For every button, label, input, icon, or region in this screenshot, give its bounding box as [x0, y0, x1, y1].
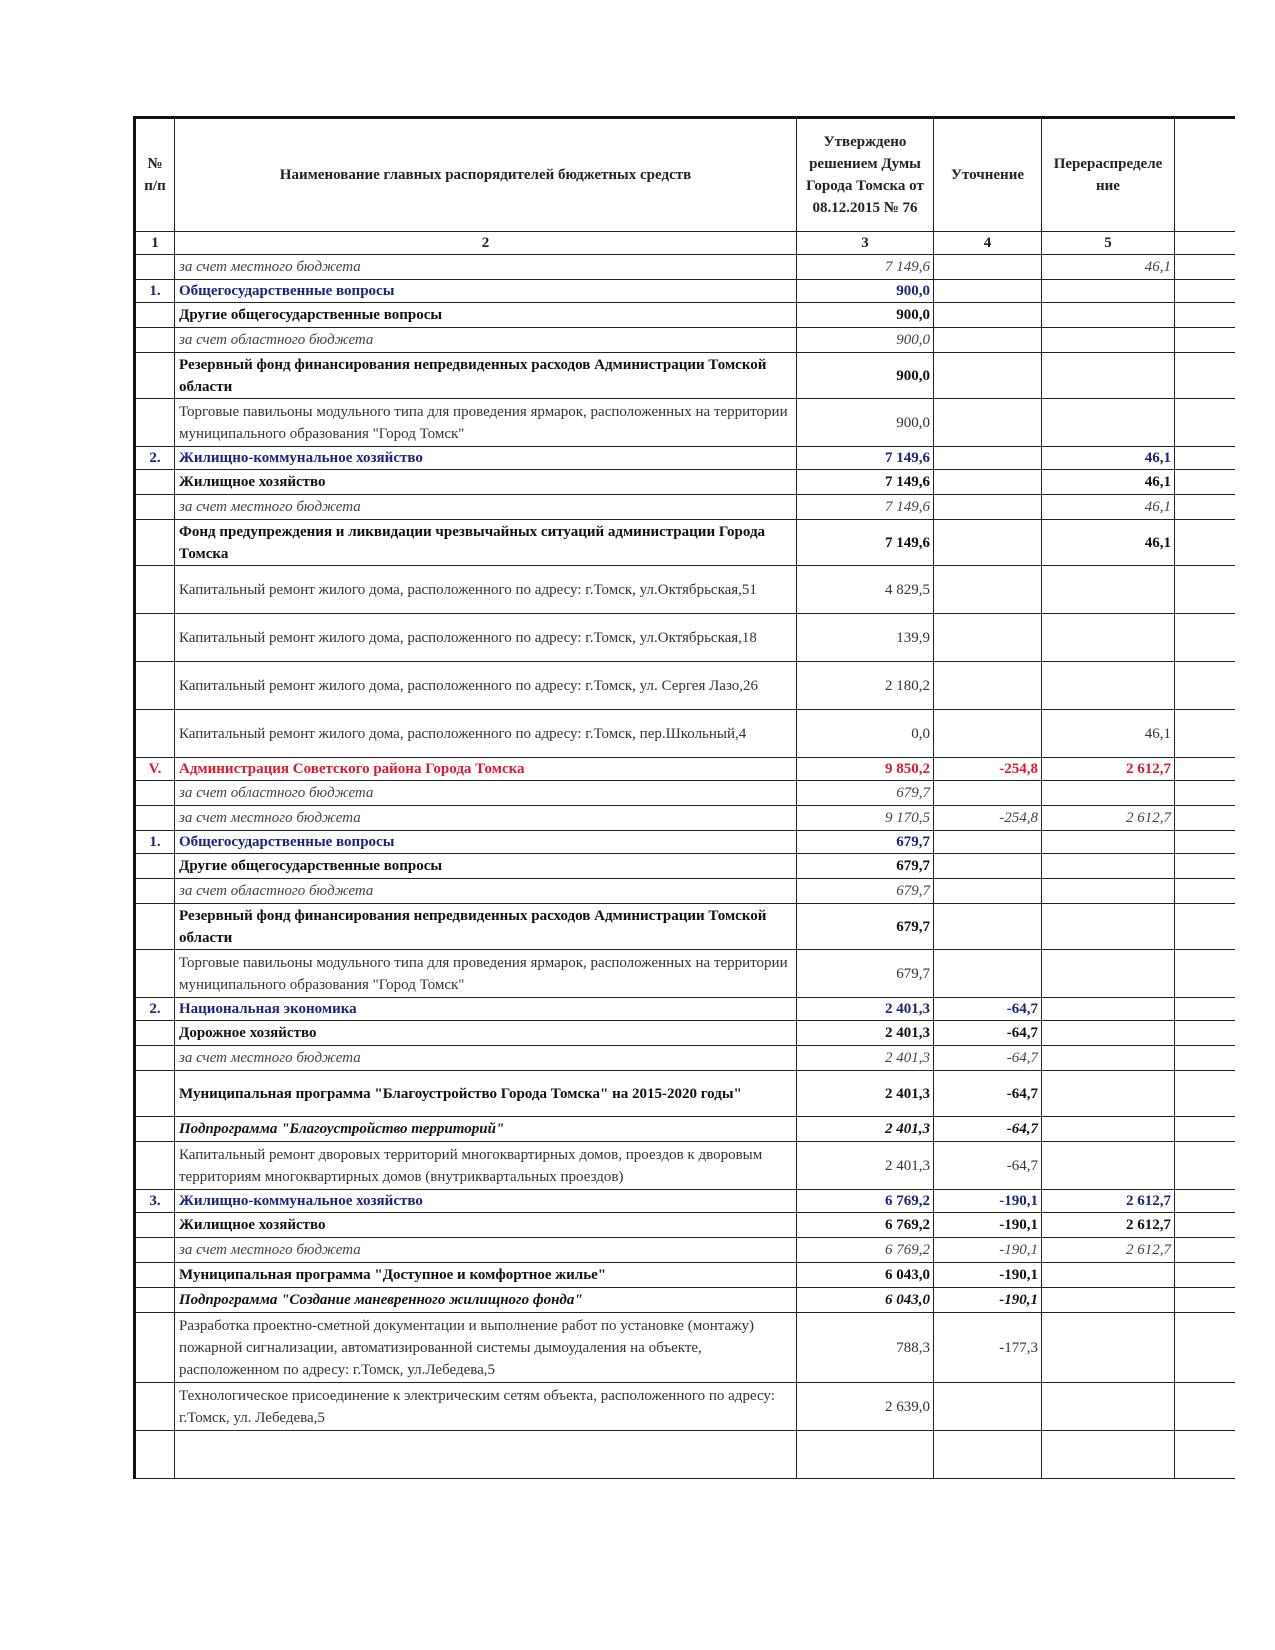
table-row-src	[135, 879, 1235, 904]
row-name: Администрация Советского района Города Томска	[175, 758, 797, 781]
approved-value: 788,3	[797, 1313, 934, 1383]
row-number	[135, 614, 175, 662]
row-number: 3.	[135, 1190, 175, 1213]
header-approved: Утверждено решением Думы Города Томска от 08.12.2015 № 76	[797, 118, 934, 232]
row-number	[135, 566, 175, 614]
refinement-value: -64,7	[934, 1071, 1042, 1117]
table-row-fund	[135, 904, 1235, 950]
approved-value: 679,7	[797, 904, 934, 950]
table-row-item	[135, 710, 1235, 758]
table-row-admin	[135, 758, 1235, 781]
column-index: 5	[1042, 232, 1175, 255]
next-column-value	[1175, 662, 1235, 710]
redistribution-value	[1042, 328, 1175, 353]
refinement-value: -190,1	[934, 1288, 1042, 1313]
next-column-value	[1175, 520, 1235, 566]
next-column-value	[1175, 1142, 1235, 1190]
next-column-value	[1175, 1046, 1235, 1071]
redistribution-value	[1042, 353, 1175, 399]
row-number	[135, 710, 175, 758]
refinement-value	[934, 447, 1042, 470]
row-number	[135, 1431, 175, 1479]
row-name: Торговые павильоны модульного типа для проведения ярмарок, расположенных на территории муниципального образования "Город Томск"	[175, 950, 797, 998]
row-name: Жилищное хозяйство	[175, 470, 797, 495]
table-row-item	[135, 1383, 1235, 1431]
approved-value: 900,0	[797, 353, 934, 399]
row-number	[135, 255, 175, 280]
row-number	[135, 1142, 175, 1190]
next-column-value	[1175, 303, 1235, 328]
next-column-value	[1175, 1313, 1235, 1383]
approved-value: 2 401,3	[797, 1117, 934, 1142]
approved-value: 2 401,3	[797, 1046, 934, 1071]
table-row-item	[135, 950, 1235, 998]
next-column-value	[1175, 998, 1235, 1021]
approved-value: 679,7	[797, 879, 934, 904]
table-row-item	[135, 1142, 1235, 1190]
approved-value: 6 769,2	[797, 1238, 934, 1263]
redistribution-value: 46,1	[1042, 710, 1175, 758]
table-row-src	[135, 781, 1235, 806]
refinement-value	[934, 1383, 1042, 1431]
refinement-value	[934, 831, 1042, 854]
approved-value: 2 401,3	[797, 1021, 934, 1046]
row-name: Подпрограмма "Благоустройство территорий"	[175, 1117, 797, 1142]
next-column-value	[1175, 781, 1235, 806]
refinement-value	[934, 781, 1042, 806]
row-number	[135, 1313, 175, 1383]
refinement-value: -190,1	[934, 1190, 1042, 1213]
row-number	[135, 1117, 175, 1142]
redistribution-value	[1042, 1021, 1175, 1046]
refinement-value	[934, 1431, 1042, 1479]
next-column-value	[1175, 495, 1235, 520]
next-column-value	[1175, 950, 1235, 998]
redistribution-value: 2 612,7	[1042, 1213, 1175, 1238]
next-column-value	[1175, 1213, 1235, 1238]
approved-value: 6 043,0	[797, 1288, 934, 1313]
row-name: за счет областного бюджета	[175, 781, 797, 806]
refinement-value: -254,8	[934, 806, 1042, 831]
approved-value: 900,0	[797, 328, 934, 353]
approved-value: 7 149,6	[797, 520, 934, 566]
row-number	[135, 879, 175, 904]
row-number	[135, 781, 175, 806]
table-row-fund	[135, 353, 1235, 399]
row-number	[135, 1071, 175, 1117]
approved-value: 900,0	[797, 303, 934, 328]
row-name: Разработка проектно-сметной документации и выполнение работ по установке (монтажу) пожарной сигнализации, автоматизированной системы дымоудаления на объекте, расположенном по адресу: г.Томск, ул.Лебедева,5	[175, 1313, 797, 1383]
row-name: Общегосударственные вопросы	[175, 831, 797, 854]
row-number	[135, 1046, 175, 1071]
redistribution-value	[1042, 566, 1175, 614]
row-name: Резервный фонд финансирования непредвиденных расходов Администрации Томской области	[175, 353, 797, 399]
next-column-value	[1175, 1071, 1235, 1117]
table-row-src	[135, 255, 1235, 280]
row-number	[135, 1288, 175, 1313]
table-row-sub	[135, 470, 1235, 495]
row-name: Капитальный ремонт жилого дома, расположенного по адресу: г.Томск, ул. Сергея Лазо,26	[175, 662, 797, 710]
row-name: Фонд предупреждения и ликвидации чрезвычайных ситуаций администрации Города Томска	[175, 520, 797, 566]
approved-value: 7 149,6	[797, 495, 934, 520]
table-row-section	[135, 1190, 1235, 1213]
table-row-sub	[135, 854, 1235, 879]
row-number: 2.	[135, 447, 175, 470]
row-number	[135, 950, 175, 998]
row-name: Общегосударственные вопросы	[175, 280, 797, 303]
refinement-value	[934, 520, 1042, 566]
approved-value: 7 149,6	[797, 255, 934, 280]
row-name: Муниципальная программа "Благоустройство Города Томска" на 2015-2020 годы"	[175, 1071, 797, 1117]
table-row-item	[135, 1313, 1235, 1383]
redistribution-value	[1042, 1383, 1175, 1431]
table-row-sub	[135, 1263, 1235, 1288]
row-name: за счет местного бюджета	[175, 1238, 797, 1263]
refinement-value: -190,1	[934, 1263, 1042, 1288]
approved-value: 7 149,6	[797, 470, 934, 495]
refinement-value: -64,7	[934, 1117, 1042, 1142]
next-column-value	[1175, 353, 1235, 399]
row-name: Технологическое присоединение к электрическим сетям объекта, расположенного по адресу: г.Томск, ул. Лебедева,5	[175, 1383, 797, 1431]
redistribution-value	[1042, 998, 1175, 1021]
approved-value: 679,7	[797, 854, 934, 879]
table-row-item	[135, 566, 1235, 614]
table-row-sub	[135, 1213, 1235, 1238]
next-column-value	[1175, 280, 1235, 303]
next-column-value	[1175, 710, 1235, 758]
refinement-value: -190,1	[934, 1213, 1042, 1238]
row-name: за счет областного бюджета	[175, 879, 797, 904]
redistribution-value	[1042, 831, 1175, 854]
refinement-value	[934, 879, 1042, 904]
row-number	[135, 854, 175, 879]
approved-value: 679,7	[797, 950, 934, 998]
redistribution-value	[1042, 854, 1175, 879]
column-index: 2	[175, 232, 797, 255]
header-name: Наименование главных распорядителей бюджетных средств	[175, 118, 797, 232]
row-number	[135, 303, 175, 328]
row-number	[135, 1383, 175, 1431]
next-column-value	[1175, 1263, 1235, 1288]
row-name: за счет местного бюджета	[175, 495, 797, 520]
table-row-fund	[135, 1071, 1235, 1117]
next-column-value	[1175, 1117, 1235, 1142]
next-column-value	[1175, 1238, 1235, 1263]
approved-value: 6 043,0	[797, 1263, 934, 1288]
row-number: 2.	[135, 998, 175, 1021]
next-column-value	[1175, 1431, 1235, 1479]
refinement-value	[934, 353, 1042, 399]
table-row-item	[135, 662, 1235, 710]
row-name: Торговые павильоны модульного типа для проведения ярмарок, расположенных на территории муниципального образования "Город Томск"	[175, 399, 797, 447]
row-number	[135, 1213, 175, 1238]
approved-value: 679,7	[797, 781, 934, 806]
row-name: Капитальный ремонт жилого дома, расположенного по адресу: г.Томск, пер.Школьный,4	[175, 710, 797, 758]
redistribution-value	[1042, 904, 1175, 950]
redistribution-value	[1042, 1288, 1175, 1313]
table-row-section	[135, 998, 1235, 1021]
table-row-section	[135, 280, 1235, 303]
table-row-src	[135, 806, 1235, 831]
row-name: Муниципальная программа "Доступное и комфортное жилье"	[175, 1263, 797, 1288]
table-row-sub	[135, 1021, 1235, 1046]
approved-value: 139,9	[797, 614, 934, 662]
row-name: Капитальный ремонт дворовых территорий многоквартирных домов, проездов к дворовым территориям многоквартирных домов (внутриквартальных проездов)	[175, 1142, 797, 1190]
table-row-subprog	[135, 1288, 1235, 1313]
redistribution-value	[1042, 1431, 1175, 1479]
row-number	[135, 904, 175, 950]
table-row-fund	[135, 520, 1235, 566]
refinement-value: -64,7	[934, 1021, 1042, 1046]
approved-value: 6 769,2	[797, 1213, 934, 1238]
row-name: Капитальный ремонт жилого дома, расположенного по адресу: г.Томск, ул.Октябрьская,51	[175, 566, 797, 614]
row-number	[135, 328, 175, 353]
row-name: Жилищное хозяйство	[175, 1213, 797, 1238]
refinement-value: -254,8	[934, 758, 1042, 781]
refinement-value	[934, 303, 1042, 328]
approved-value: 2 639,0	[797, 1383, 934, 1431]
approved-value: 679,7	[797, 831, 934, 854]
redistribution-value	[1042, 399, 1175, 447]
row-name: Другие общегосударственные вопросы	[175, 303, 797, 328]
row-name: Подпрограмма "Создание маневренного жилищного фонда"	[175, 1288, 797, 1313]
row-name: Жилищно-коммунальное хозяйство	[175, 447, 797, 470]
next-column-value	[1175, 1021, 1235, 1046]
redistribution-value	[1042, 614, 1175, 662]
table-row-sub	[135, 303, 1235, 328]
next-column-value	[1175, 1190, 1235, 1213]
table-row-item	[135, 399, 1235, 447]
refinement-value: -64,7	[934, 1142, 1042, 1190]
refinement-value	[934, 470, 1042, 495]
row-name: Капитальный ремонт жилого дома, расположенного по адресу: г.Томск, ул.Октябрьская,18	[175, 614, 797, 662]
redistribution-value: 2 612,7	[1042, 806, 1175, 831]
approved-value: 9 850,2	[797, 758, 934, 781]
column-index-row	[135, 232, 1235, 255]
redistribution-value: 46,1	[1042, 255, 1175, 280]
table-row-item	[135, 1431, 1235, 1479]
row-number: V.	[135, 758, 175, 781]
next-column-value	[1175, 447, 1235, 470]
approved-value: 900,0	[797, 280, 934, 303]
next-column-value	[1175, 806, 1235, 831]
next-column-value	[1175, 328, 1235, 353]
redistribution-value: 2 612,7	[1042, 1238, 1175, 1263]
row-number	[135, 1021, 175, 1046]
row-number: 1.	[135, 831, 175, 854]
row-number	[135, 399, 175, 447]
redistribution-value	[1042, 1046, 1175, 1071]
table-row-src	[135, 1238, 1235, 1263]
row-number	[135, 353, 175, 399]
row-name: Резервный фонд финансирования непредвиденных расходов Администрации Томской области	[175, 904, 797, 950]
approved-value: 7 149,6	[797, 447, 934, 470]
refinement-value	[934, 854, 1042, 879]
redistribution-value: 46,1	[1042, 495, 1175, 520]
approved-value: 6 769,2	[797, 1190, 934, 1213]
redistribution-value	[1042, 662, 1175, 710]
column-index	[1175, 232, 1235, 255]
redistribution-value	[1042, 781, 1175, 806]
redistribution-value: 46,1	[1042, 470, 1175, 495]
refinement-value	[934, 280, 1042, 303]
row-name: за счет областного бюджета	[175, 328, 797, 353]
refinement-value: -64,7	[934, 998, 1042, 1021]
refinement-value	[934, 328, 1042, 353]
refinement-value	[934, 662, 1042, 710]
row-number	[135, 470, 175, 495]
redistribution-value	[1042, 1142, 1175, 1190]
refinement-value	[934, 566, 1042, 614]
next-column-value	[1175, 1383, 1235, 1431]
row-number	[135, 806, 175, 831]
next-column-value	[1175, 758, 1235, 781]
column-index: 1	[135, 232, 175, 255]
row-name: за счет местного бюджета	[175, 806, 797, 831]
refinement-value: -64,7	[934, 1046, 1042, 1071]
redistribution-value: 46,1	[1042, 520, 1175, 566]
row-number	[135, 662, 175, 710]
next-column-value	[1175, 614, 1235, 662]
row-number: 1.	[135, 280, 175, 303]
redistribution-value	[1042, 280, 1175, 303]
next-column-value	[1175, 831, 1235, 854]
refinement-value: -177,3	[934, 1313, 1042, 1383]
table-row-section	[135, 831, 1235, 854]
approved-value	[797, 1431, 934, 1479]
refinement-value	[934, 495, 1042, 520]
next-column-value	[1175, 470, 1235, 495]
table-row-subprog	[135, 1117, 1235, 1142]
refinement-value	[934, 614, 1042, 662]
table-row-section	[135, 447, 1235, 470]
approved-value: 900,0	[797, 399, 934, 447]
row-name: за счет местного бюджета	[175, 1046, 797, 1071]
table-row-src	[135, 495, 1235, 520]
approved-value: 9 170,5	[797, 806, 934, 831]
next-column-value	[1175, 1288, 1235, 1313]
redistribution-value	[1042, 303, 1175, 328]
next-column-value	[1175, 879, 1235, 904]
table-row-item	[135, 614, 1235, 662]
header-redistribution: Перераспределе ние	[1042, 118, 1175, 232]
row-number	[135, 1238, 175, 1263]
row-number	[135, 1263, 175, 1288]
redistribution-value	[1042, 1117, 1175, 1142]
row-name: Другие общегосударственные вопросы	[175, 854, 797, 879]
table-row-src	[135, 1046, 1235, 1071]
next-column-value	[1175, 399, 1235, 447]
approved-value: 0,0	[797, 710, 934, 758]
redistribution-value: 2 612,7	[1042, 758, 1175, 781]
header-next-column	[1175, 118, 1235, 232]
redistribution-value	[1042, 1071, 1175, 1117]
refinement-value	[934, 710, 1042, 758]
redistribution-value	[1042, 1263, 1175, 1288]
column-index: 3	[797, 232, 934, 255]
approved-value: 2 401,3	[797, 998, 934, 1021]
redistribution-value	[1042, 1313, 1175, 1383]
approved-value: 2 401,3	[797, 1142, 934, 1190]
refinement-value	[934, 950, 1042, 998]
next-column-value	[1175, 904, 1235, 950]
redistribution-value	[1042, 950, 1175, 998]
row-number	[135, 520, 175, 566]
refinement-value: -190,1	[934, 1238, 1042, 1263]
refinement-value	[934, 399, 1042, 447]
column-index: 4	[934, 232, 1042, 255]
refinement-value	[934, 255, 1042, 280]
row-name: Национальная экономика	[175, 998, 797, 1021]
approved-value: 2 180,2	[797, 662, 934, 710]
row-name: Жилищно-коммунальное хозяйство	[175, 1190, 797, 1213]
next-column-value	[1175, 854, 1235, 879]
redistribution-value: 2 612,7	[1042, 1190, 1175, 1213]
approved-value: 2 401,3	[797, 1071, 934, 1117]
row-number	[135, 495, 175, 520]
header-row	[135, 118, 1235, 232]
next-column-value	[1175, 566, 1235, 614]
redistribution-value	[1042, 879, 1175, 904]
approved-value: 4 829,5	[797, 566, 934, 614]
row-name: за счет местного бюджета	[175, 255, 797, 280]
row-name	[175, 1431, 797, 1479]
table-row-src	[135, 328, 1235, 353]
row-name: Дорожное хозяйство	[175, 1021, 797, 1046]
header-number: № п/п	[135, 118, 175, 232]
header-refinement: Уточнение	[934, 118, 1042, 232]
refinement-value	[934, 904, 1042, 950]
next-column-value	[1175, 255, 1235, 280]
budget-table	[133, 116, 1235, 1479]
redistribution-value: 46,1	[1042, 447, 1175, 470]
